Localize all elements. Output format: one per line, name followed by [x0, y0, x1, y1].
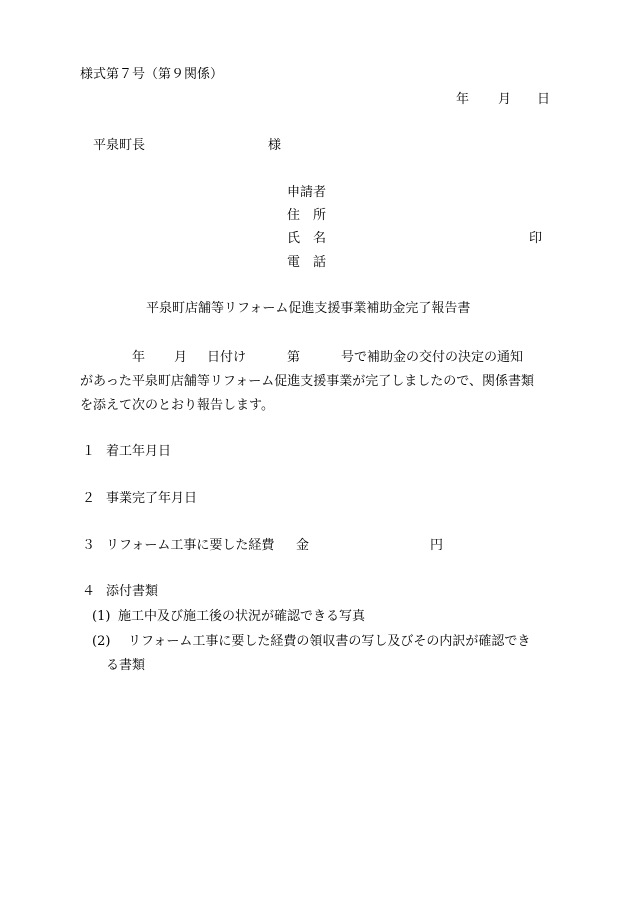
intro-line1-rest: 号で補助金の交付の決定の通知: [341, 350, 524, 365]
item-label: 着工年月日: [106, 444, 172, 459]
attachment-text-line1: リフォーム工事に要した経費の領収書の写し及びその内訳が確認でき: [128, 634, 531, 649]
applicant-name-label: 氏 名: [287, 231, 327, 246]
item-label: 添付書類: [106, 584, 159, 599]
item-number: ４: [82, 584, 96, 599]
document-title: 平泉町店舗等リフォーム促進支援事業補助金完了報告書: [146, 301, 471, 316]
intro-dated: 日付け: [207, 350, 247, 365]
item-number: ２: [82, 491, 96, 506]
addressee-honorific: 様: [268, 138, 282, 153]
date-month: 月: [498, 92, 512, 107]
amount-prefix: 金: [296, 538, 310, 553]
intro-month: 月: [174, 350, 188, 365]
attachment-number: (1): [92, 609, 111, 624]
intro-line2: があった平泉町店舗等リフォーム促進支援事業が完了しましたので、関係書類: [80, 374, 534, 389]
item-label: リフォーム工事に要した経費: [106, 538, 275, 553]
intro-line3: を添えて次のとおり報告します。: [80, 398, 274, 413]
item-number: １: [82, 444, 96, 459]
currency-unit: 円: [430, 538, 444, 553]
addressee-name: 平泉町長: [93, 138, 146, 153]
intro-year: 年: [132, 350, 146, 365]
form-number: 様式第７号（第９関係）: [80, 67, 224, 82]
item-number: ３: [82, 538, 96, 553]
attachment-text-line2: る書類: [106, 658, 146, 673]
applicant-label: 申請者: [287, 185, 327, 200]
attachment-text: 施工中及び施工後の状況が確認できる写真: [118, 609, 366, 624]
applicant-address-label: 住 所: [287, 208, 327, 223]
seal-mark: 印: [529, 231, 543, 246]
applicant-phone-label: 電 話: [287, 255, 327, 270]
date-year: 年: [456, 92, 470, 107]
intro-number-prefix: 第: [287, 350, 301, 365]
date-day: 日: [537, 92, 551, 107]
item-label: 事業完了年月日: [106, 491, 198, 506]
attachment-number: (2): [92, 634, 111, 649]
